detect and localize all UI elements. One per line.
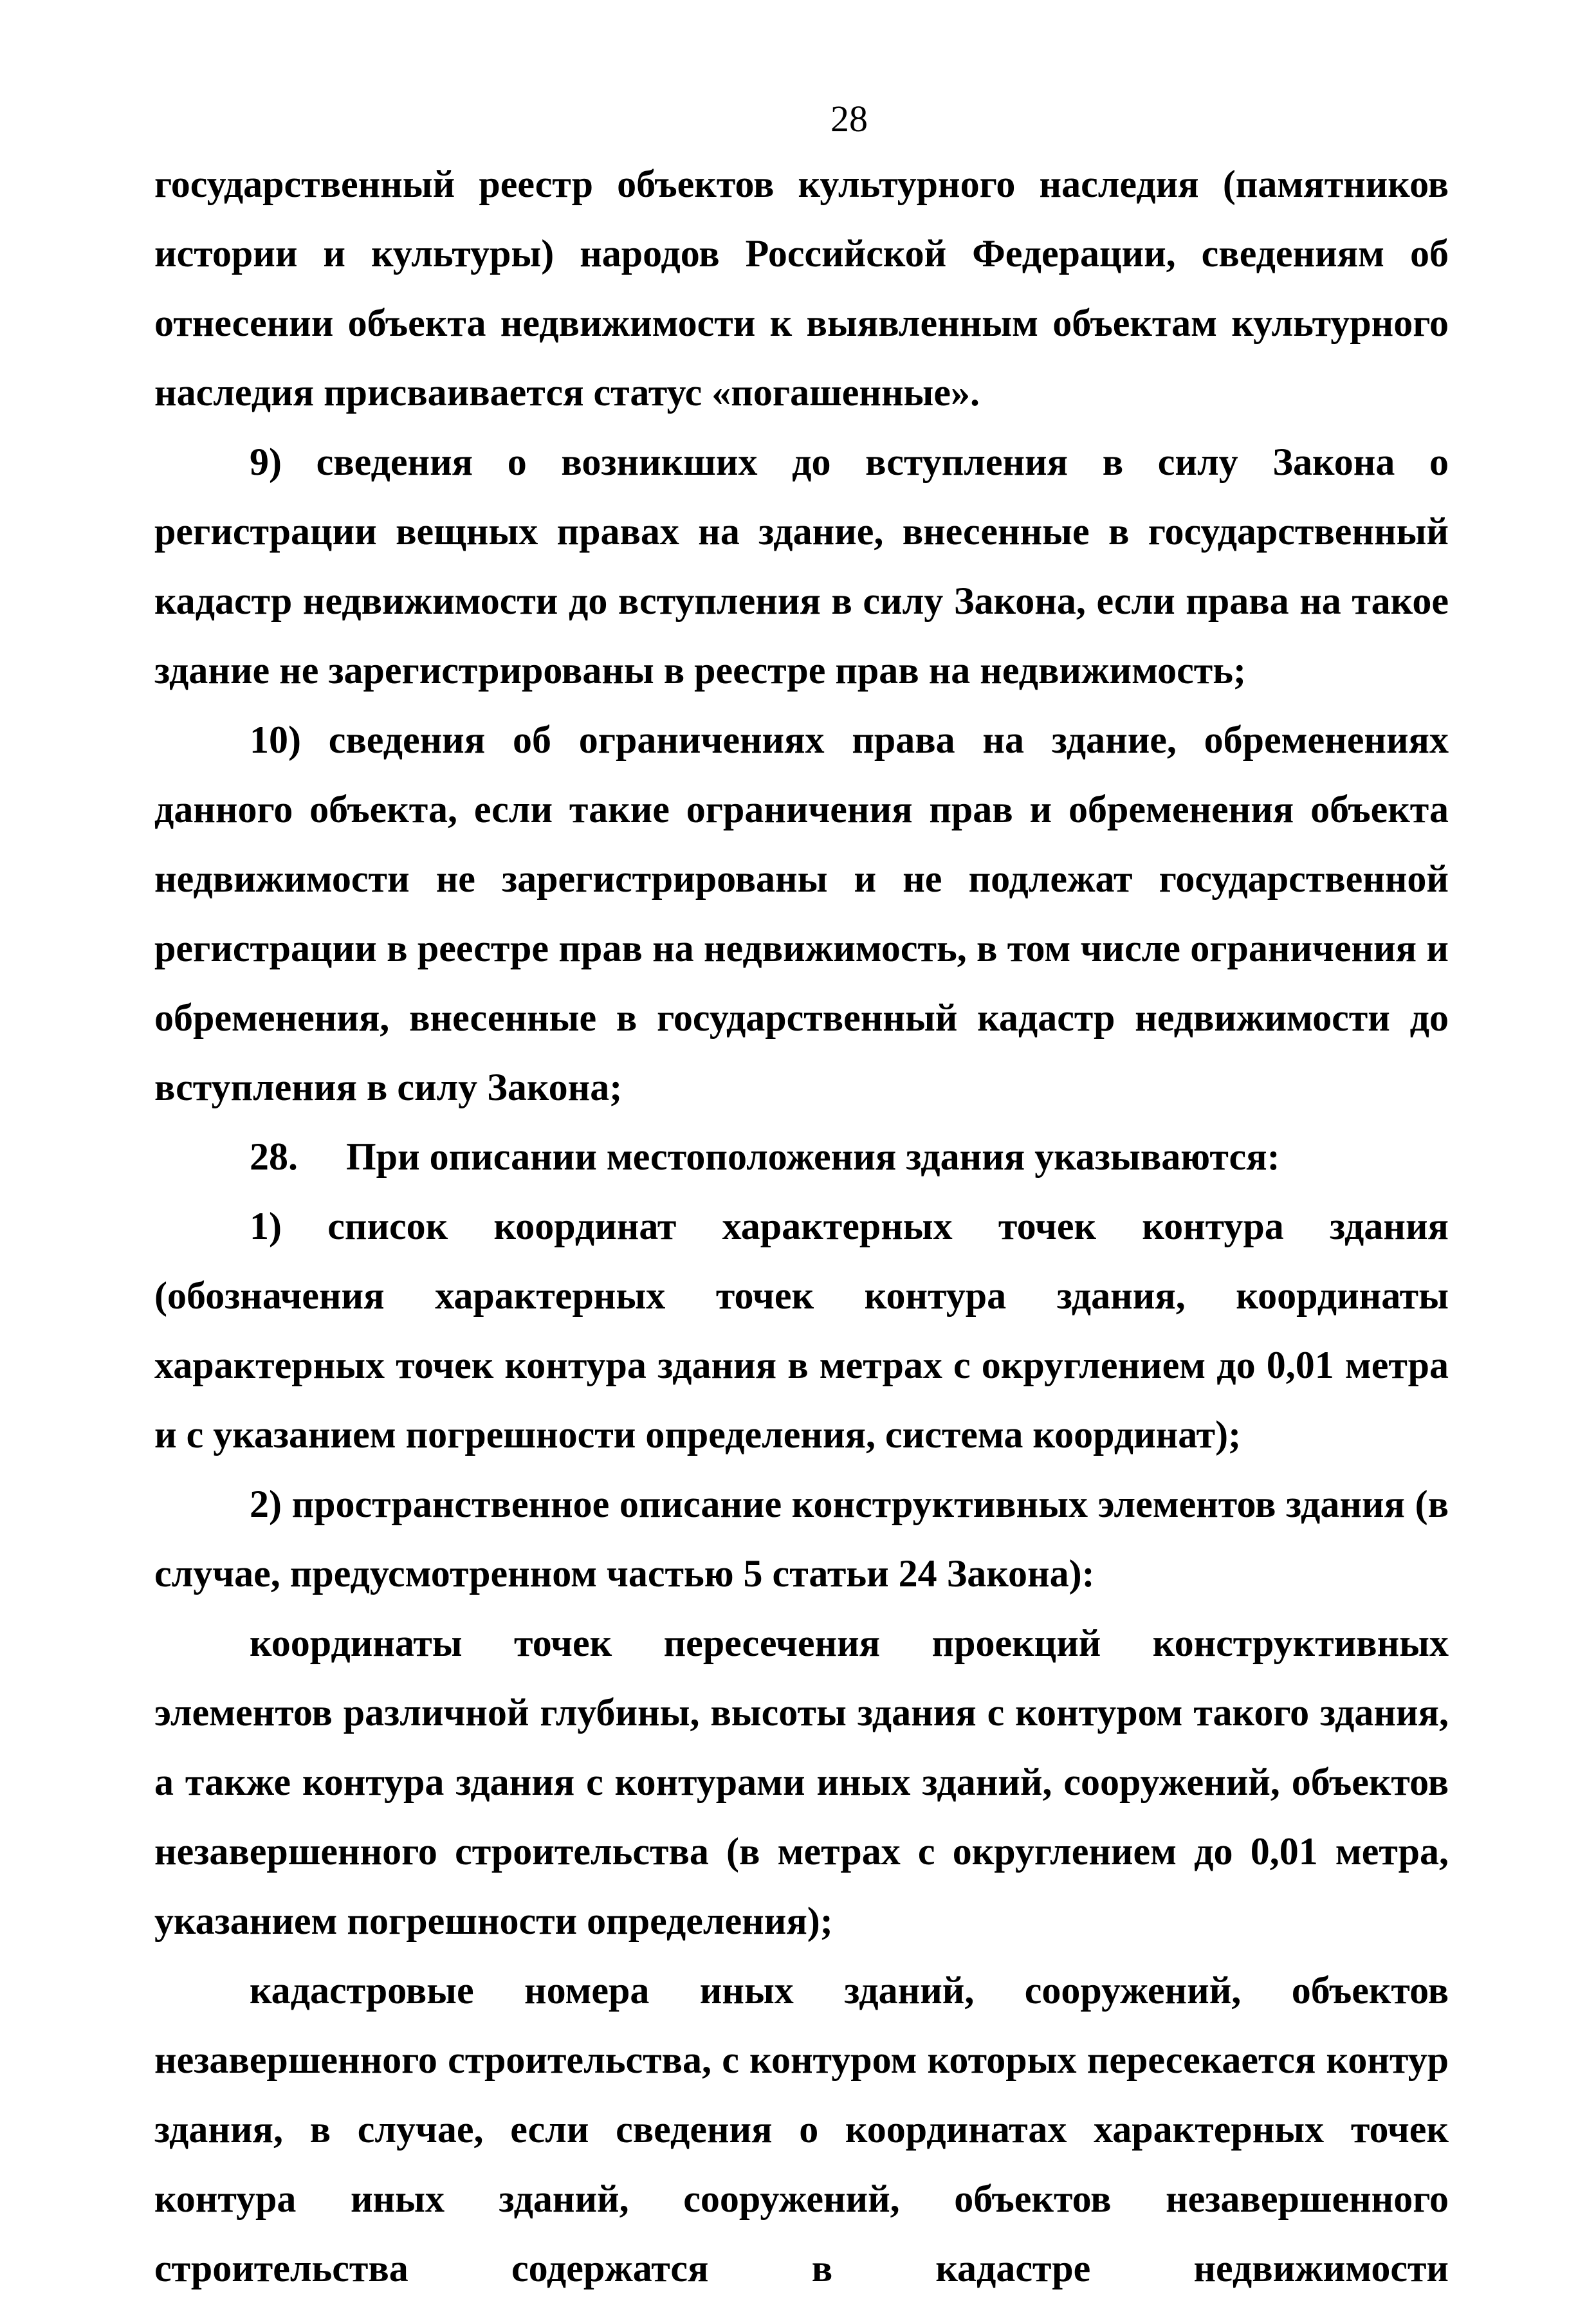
item-28-number: 28. — [250, 1135, 298, 1178]
document-body — [154, 149, 1449, 2303]
paragraph-item-28 — [154, 1122, 1449, 1191]
page-number: 28 — [830, 98, 868, 140]
paragraph-item-9: 9) сведения о возникших до вступления в силу Закона о регистрации вещных правах на здание, внесенные в государственный кадастр недвижимости до вступления в силу Закона, если права на такое здание не зарегистрированы в реестре прав на недвижимость; — [154, 441, 1449, 692]
paragraph-coordinates: координаты точек пересечения проекций конструктивных элементов различной глубины, высоты здания с контуром такого здания, а также контура здания с контурами иных зданий, сооружений, объектов незавершенного строительства (в метрах с округлением до 0,01 метра, указанием погрешности определения); — [154, 1622, 1449, 1942]
paragraph-subitem-2: 2) пространственное описание конструктивных элементов здания (в случае, предусмотренном частью 5 статьи 24 Закона): — [154, 1483, 1449, 1595]
paragraph-item-10: 10) сведения об ограничениях права на здание, обременениях данного объекта, если такие ограничения прав и обременения объекта недвижимости не зарегистрированы и не подлежат государственной регистрации в реестре прав на недвижимость, в том числе ограничения и обременения, внесенные в государственный кадастр недвижимости до вступления в силу Закона; — [154, 719, 1449, 1108]
paragraph-cadastral-numbers: кадастровые номера иных зданий, сооружений, объектов незавершенного строительства, с контуром которых пересекается контур здания, в случае, если сведения о координатах характерных точек контура иных зданий, сооружений, объектов незавершенного строительства содержатся в кадастре недвижимости — [154, 1969, 1449, 2289]
item-28-text: При описании местоположения здания указываются: — [346, 1135, 1280, 1178]
paragraph-continuation: государственный реестр объектов культурного наследия (памятников истории и культуры) народов Российской Федерации, сведениям об отнесении объекта недвижимости к выявленным объектам культурного наследия присваивается статус «погашенные». — [154, 163, 1449, 414]
paragraph-subitem-1: 1) список координат характерных точек контура здания (обозначения характерных точек контура здания, координаты характерных точек контура здания в метрах с округлением до 0,01 метра и с указанием погрешности определения, система координат); — [154, 1205, 1449, 1456]
